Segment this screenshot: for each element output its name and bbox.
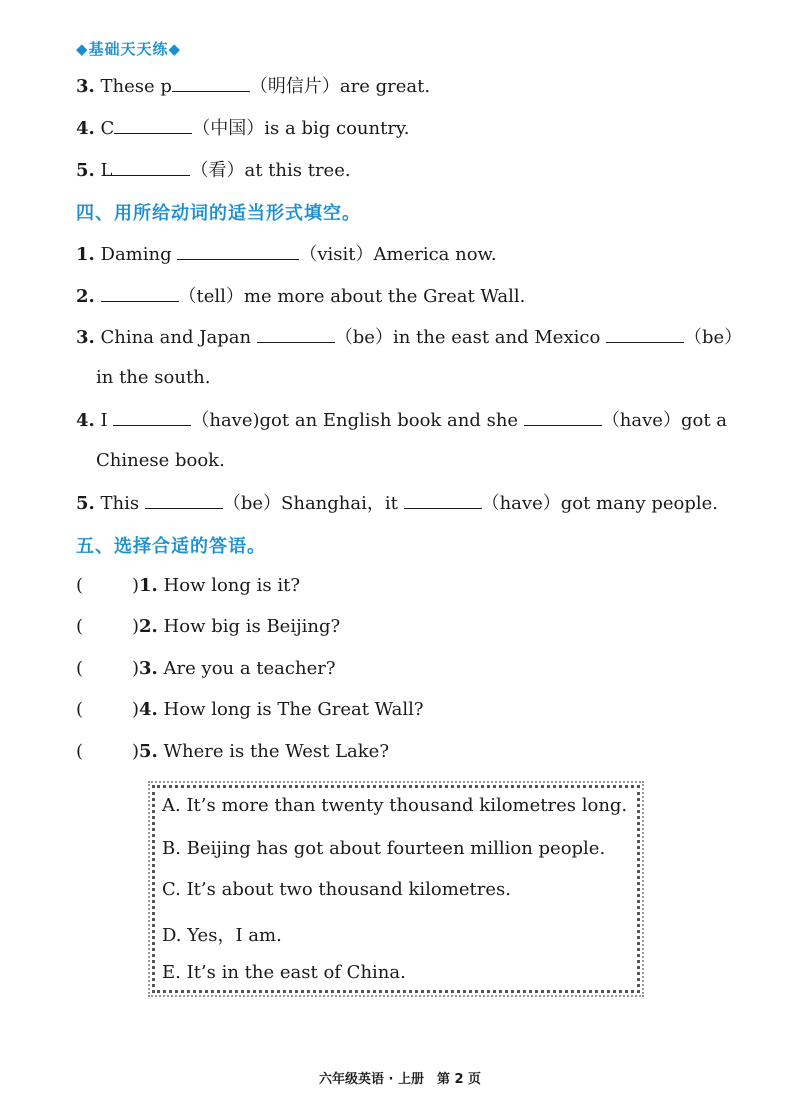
part4-question-3: 3. China and Japan （be）in the east and Mexico （be） <box>76 324 742 350</box>
answer-blank[interactable] <box>404 490 482 509</box>
option-a: A. It’s more than twenty thousand kilometres long. <box>162 795 628 816</box>
section-title-part4: 四、用所给动词的适当形式填空。 <box>76 203 361 224</box>
part4-question-4-cont: Chinese book. <box>96 450 225 471</box>
part4-question-4: 4. I （have)got an English book and she （have）got a <box>76 407 727 433</box>
part3-item-5: 5. L （看）at this tree. <box>76 157 351 183</box>
part4-question-5: 5. This （be）Shanghai，it （have）got many people. <box>76 490 718 516</box>
part4-question-2: 2. （tell）me more about the Great Wall. <box>76 283 525 309</box>
answer-blank[interactable] <box>112 157 190 176</box>
part5-question-1: ( )1. How long is it? <box>76 575 300 596</box>
part3-item-4: 4. C （中国）is a big country. <box>76 115 409 141</box>
part4-question-1: 1. Daming （visit）America now. <box>76 241 497 267</box>
answer-blank[interactable] <box>114 115 192 134</box>
part3-item-3: 3. These p （明信片）are great. <box>76 73 430 99</box>
answer-blank[interactable] <box>101 283 179 302</box>
part5-question-2: ( )2. How big is Beijing? <box>76 616 341 637</box>
page-footer: 六年级英语 · 上册 第 2 页 <box>318 1072 482 1087</box>
section-title-part5: 五、选择合适的答语。 <box>76 536 266 557</box>
answer-blank[interactable] <box>257 324 335 343</box>
section-tag: ◆基础天天练◆ <box>76 40 182 58</box>
part5-question-5: ( )5. Where is the West Lake? <box>76 741 389 762</box>
answer-blank[interactable] <box>177 241 299 260</box>
part4-question-3-cont: in the south. <box>96 367 211 388</box>
answer-blank[interactable] <box>113 407 191 426</box>
answer-blank[interactable] <box>172 73 250 92</box>
answer-blank[interactable] <box>145 490 223 509</box>
option-e: E. It’s in the east of China. <box>162 962 406 983</box>
option-d: D. Yes，I am. <box>162 925 282 946</box>
part5-question-4: ( )4. How long is The Great Wall? <box>76 699 424 720</box>
option-b: B. Beijing has got about fourteen million people. <box>162 838 606 859</box>
answer-blank[interactable] <box>606 324 684 343</box>
answer-blank[interactable] <box>524 407 602 426</box>
option-c: C. It’s about two thousand kilometres. <box>162 879 511 900</box>
part5-question-3: ( )3. Are you a teacher? <box>76 658 336 679</box>
